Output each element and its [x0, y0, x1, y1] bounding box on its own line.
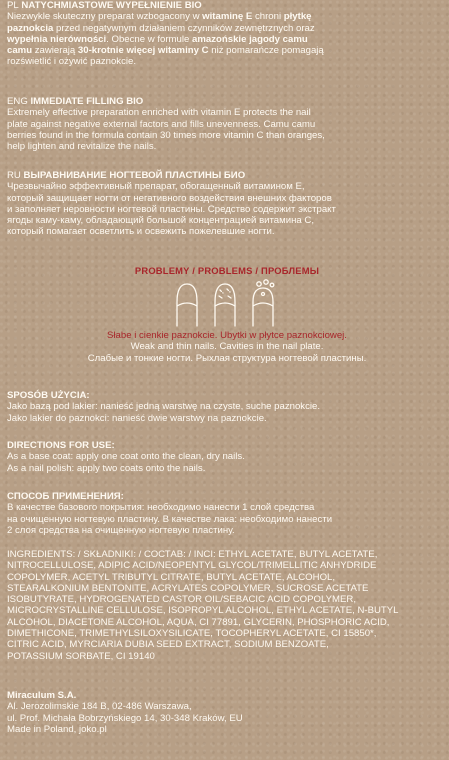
eng-line: help lighten and revitalize the nails.	[7, 141, 157, 153]
problems-description	[57, 330, 397, 364]
problems-title: PROBLEMY / PROBLEMS / ПРОБЛЕМЫ	[134, 265, 320, 276]
section-ru-heading	[7, 170, 444, 181]
directions-en	[7, 440, 444, 474]
company-website: Made in Poland, joko.pl	[7, 723, 107, 735]
nails-illustration	[169, 278, 285, 328]
problem-line-en: Weak and thin nails. Cavities in the nail plate.	[130, 341, 324, 353]
ru-line: ягоды каму-каму, обладающий большой концентрацией витамина С,	[7, 215, 314, 227]
directions-ru	[7, 491, 444, 536]
directions-line: As a base coat: apply one coat onto the clean, dry nails.	[7, 451, 245, 463]
weak-nail-icon	[215, 284, 235, 326]
company-name: Miraculum S.A.	[7, 690, 77, 701]
problem-line-pl: Słabe i cienkie paznokcie. Ubytki w płytce paznokciowej.	[107, 330, 347, 341]
pl-line: paznokcia przed negatywnym działaniem czynników zewnętrznych oraz	[7, 22, 315, 34]
heading-text: IMMEDIATE FILLING BIO	[30, 96, 144, 107]
lang-code: RU	[7, 170, 21, 181]
directions-line: В качестве базового покрытия: необходимо нанести 1 слой средства	[7, 502, 315, 514]
directions-pl-heading: SPOSÓB UŻYCIA:	[7, 390, 90, 401]
ingredients-line: DIMETHICONE, TRIMETHYLSILOXYSILICATE, TOCOPHERYL ACETATE, CI 15850*,	[7, 628, 377, 640]
ingredients-line: MICROCRYSTALLINE CELLULOSE, ISOPROPYL ALCOHOL, ETHYL ACETATE, N-BUTYL	[7, 605, 399, 617]
pl-line: rozświetlić i ożywić paznokcie.	[7, 56, 137, 68]
eng-line: plate against negative external factors and fills unevenness. Camu camu	[7, 118, 316, 130]
section-eng	[7, 96, 444, 152]
company-info	[7, 690, 444, 735]
directions-line: Jako lakier do paznokci: nanieść dwie warstwy na paznokcie.	[7, 412, 267, 424]
ru-line: и заполняет неровности ногтевой пластины. Средство содержит экстракт	[7, 203, 336, 215]
company-address: Al. Jerozolimskie 184 B, 02-486 Warszawa,	[7, 701, 192, 713]
pl-line: wypełnia nierówności. Obecne w formule amazońskie jagody camu	[7, 33, 308, 45]
problem-line-ru: Слабые и тонкие ногти. Рыхлая структура ногтевой пластины.	[87, 352, 367, 364]
ingredients-line: CITRIC ACID, MYRCIARIA DUBIA SEED EXTRACT, SODIUM BENZOATE,	[7, 639, 329, 651]
directions-line: 2 слоя средства на очищенную ногтевую пластину.	[7, 524, 235, 536]
company-address: ul. Prof. Michała Bobrzyńskiego 14, 30-348 Kraków, EU	[7, 712, 243, 724]
directions-line: на очищенную ногтевую пластину. В качестве лака: необходимо нанести	[7, 513, 333, 525]
ingredients-line: INGREDIENTS: / SKŁADNIKI: / СОСТАВ: / INCI: ETHYL ACETATE, BUTYL ACETATE,	[7, 549, 378, 560]
cavity-nail-icon	[253, 280, 274, 326]
ingredients-line: COPOLYMER, ACETYL TRIBUTYL CITRATE, BUTYL ACETATE, ALCOHOL,	[7, 571, 336, 583]
ru-line: который помагает осветлить и освежить пожелевшие ногти.	[7, 226, 275, 238]
problems-box	[57, 258, 397, 382]
product-label	[7, 0, 444, 760]
directions-pl	[7, 390, 444, 424]
section-ru	[7, 170, 444, 238]
ru-line: Чрезвычайно эффективный препарат, обогащенный витамином Е,	[7, 181, 305, 193]
ingredients-line: ISOBUTYRATE, HYDROGENATED CASTOR OIL/SEBACIC ACID COPOLYMER,	[7, 594, 356, 606]
section-eng-heading	[7, 96, 444, 107]
heading-text: ВЫРАВНИВАНИЕ НОГТЕВОЙ ПЛАСТИНЫ БИО	[23, 170, 246, 181]
ingredients-line: ALCOHOL, DIACETONE ALCOHOL, AQUA, CI 77891, GLYCERIN, PHOSPHORIC ACID,	[7, 616, 390, 628]
eng-line: Extremely effective preparation enriched with vitamin E protects the nail	[7, 107, 311, 119]
heading-text: NATYCHMIASTOWE WYPEŁNIENIE BIO	[21, 0, 202, 11]
ingredients-line: NITROCELLULOSE, ADIPIC ACID/NEOPENTYL GLYCOL/TRIMELLITIC ANHYDRIDE	[7, 560, 377, 572]
ingredients-line: STEARALKONIUM BENTONITE, ACRYLATES COPOLYMER, SUCROSE ACETATE	[7, 582, 369, 594]
section-pl-heading	[7, 0, 444, 11]
lang-code: PL	[7, 0, 19, 11]
section-pl	[7, 0, 444, 68]
ingredients-line: POTASSIUM SORBATE, CI 19140	[7, 650, 155, 662]
directions-line: Jako bazą pod lakier: nanieść jedną warstwę na czyste, suche paznokcie.	[7, 401, 321, 413]
ingredients-list	[7, 549, 443, 662]
pl-line: camu zawierają 30-krotnie więcej witaminy C niż pomarańcze pomagają	[7, 45, 324, 57]
ru-line: который защищает ногти от негативного воздействия внешних факторов	[7, 192, 332, 204]
pl-line: Niezwykle skuteczny preparat wzbogacony w witaminę E chroni płytkę	[7, 11, 312, 23]
nail-icon	[177, 284, 197, 326]
eng-line: berries found in the formula contain 30 times more vitamin C than oranges,	[7, 129, 325, 141]
directions-ru-heading: СПОСОБ ПРИМЕНЕНИЯ:	[7, 491, 124, 502]
directions-line: As a nail polish: apply two coats onto the nails.	[7, 462, 206, 474]
lang-code: ENG	[7, 96, 28, 107]
directions-en-heading: DIRECTIONS FOR USE:	[7, 440, 115, 451]
